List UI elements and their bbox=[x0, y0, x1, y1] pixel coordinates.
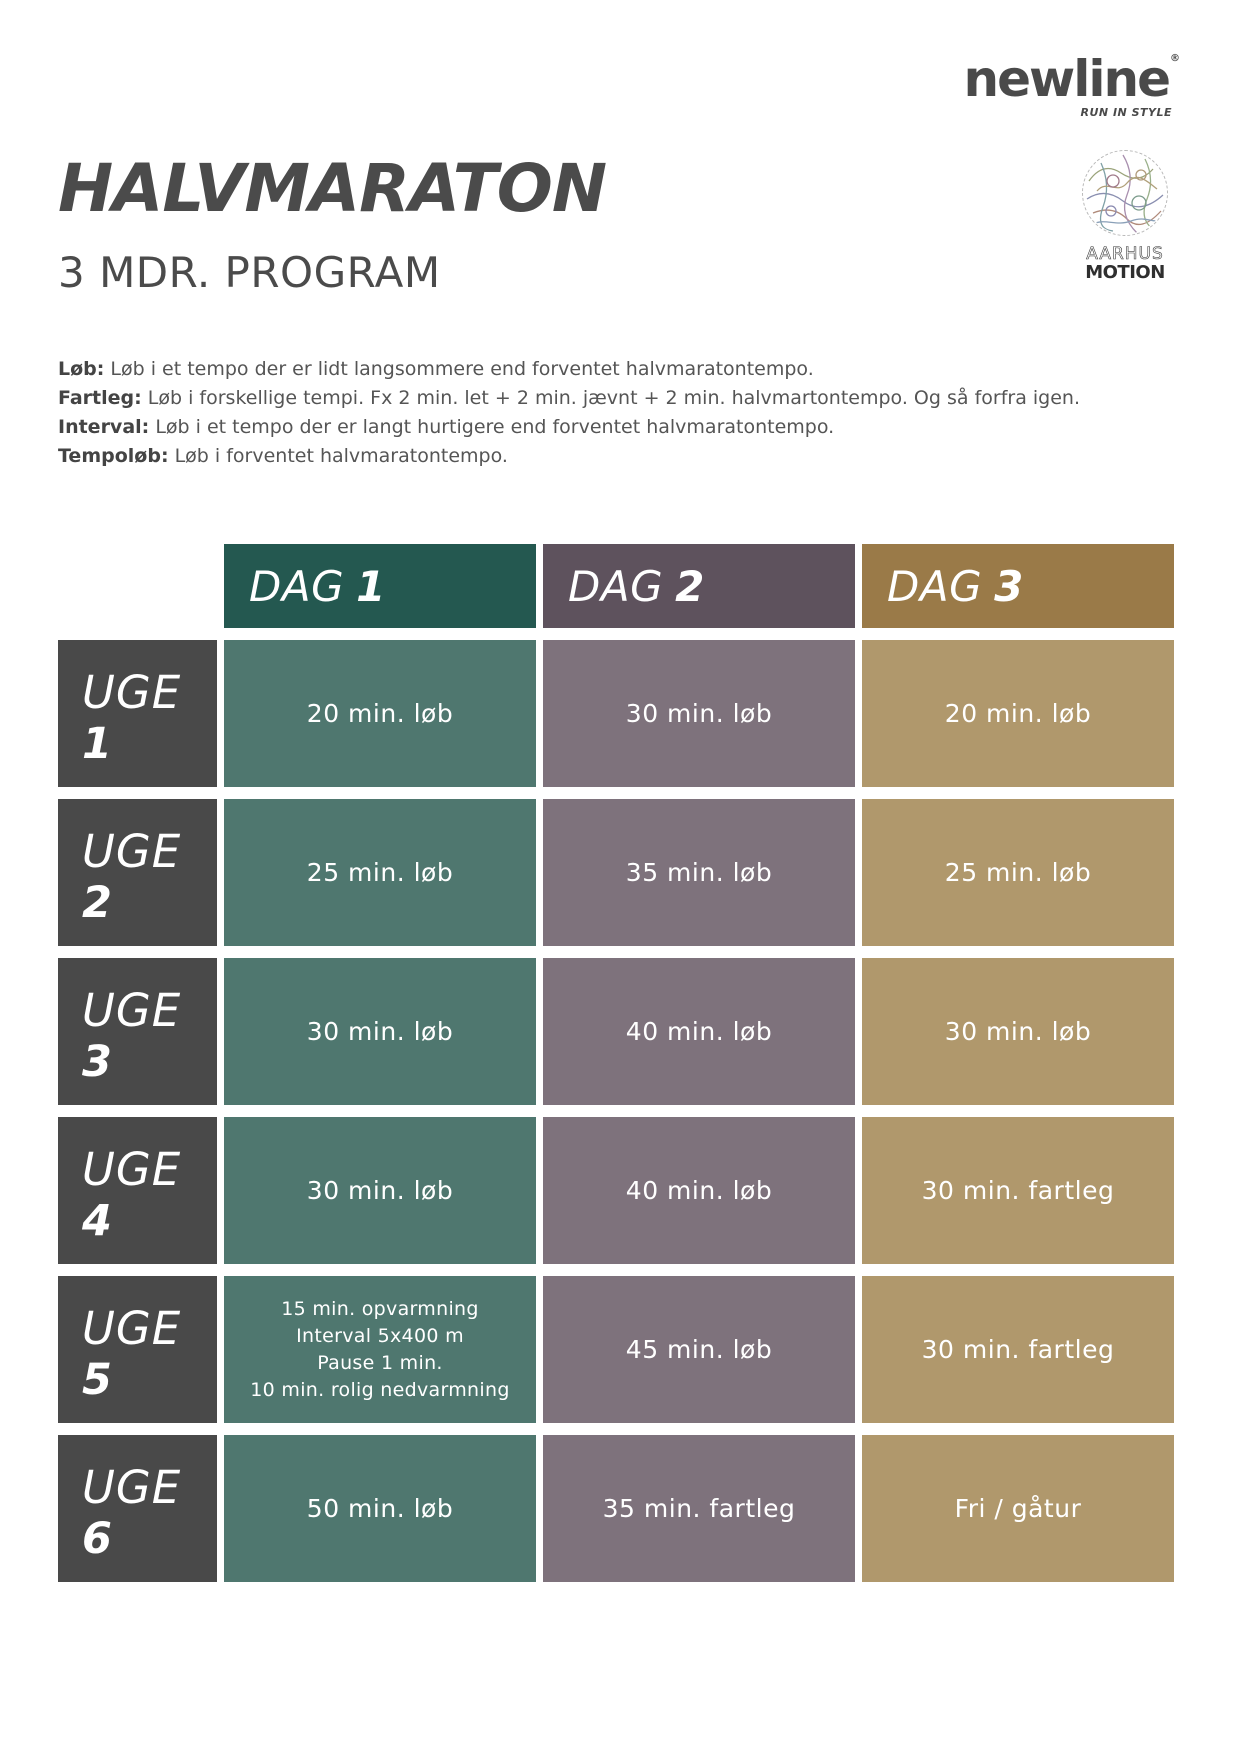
partner-logo bbox=[1070, 150, 1180, 282]
workout-cell bbox=[224, 1117, 536, 1264]
week-header-word: UGE bbox=[82, 666, 182, 719]
week-header-word: UGE bbox=[82, 1461, 182, 1514]
workout-text: 25 min. løb bbox=[944, 858, 1092, 887]
workout-text: 30 min. løb bbox=[306, 1176, 454, 1205]
week-header-word: UGE bbox=[82, 1302, 182, 1355]
brand-name: newline bbox=[963, 50, 1169, 108]
legend-term: Fartleg: bbox=[58, 387, 142, 409]
week-header-4 bbox=[58, 1117, 217, 1264]
week-header-6 bbox=[58, 1435, 217, 1582]
workout-text: 20 min. løb bbox=[306, 699, 454, 728]
day-header-word: DAG bbox=[568, 561, 664, 611]
table-corner bbox=[58, 544, 217, 628]
day-header-number: 3 bbox=[994, 561, 1024, 611]
legend-term: Interval: bbox=[58, 416, 150, 438]
day-header-word: DAG bbox=[249, 561, 345, 611]
workout-cell bbox=[224, 1435, 536, 1582]
workout-text: 20 min. løb bbox=[944, 699, 1092, 728]
workout-text: 30 min. fartleg bbox=[921, 1176, 1115, 1205]
partner-name-bottom: MOTION bbox=[1085, 262, 1165, 283]
day-header-word: DAG bbox=[887, 561, 983, 611]
workout-text: 40 min. løb bbox=[625, 1176, 773, 1205]
brand-logo bbox=[963, 50, 1178, 119]
day-header-1 bbox=[224, 544, 536, 628]
workout-text: Interval 5x400 m bbox=[296, 1324, 464, 1347]
day-header-number: 1 bbox=[356, 561, 386, 611]
workout-cell bbox=[543, 1435, 855, 1582]
brand-tagline: RUN IN STYLE bbox=[1080, 106, 1172, 119]
workout-cell bbox=[543, 958, 855, 1105]
legend-text: Løb i et tempo der er lidt langsommere end forventet halvmaratontempo. bbox=[110, 358, 814, 380]
workout-text: 30 min. fartleg bbox=[921, 1335, 1115, 1364]
workout-text: 30 min. løb bbox=[306, 1017, 454, 1046]
workout-text: 35 min. løb bbox=[625, 858, 773, 887]
week-header-number: 4 bbox=[82, 1196, 112, 1246]
workout-text: 30 min. løb bbox=[944, 1017, 1092, 1046]
workout-cell bbox=[862, 958, 1174, 1105]
workout-text: 15 min. opvarmning bbox=[281, 1297, 479, 1320]
week-header-word: UGE bbox=[82, 825, 182, 878]
week-header-word: UGE bbox=[82, 1143, 182, 1196]
legend-item bbox=[58, 355, 1198, 384]
day-header-3 bbox=[862, 544, 1174, 628]
workout-text: 50 min. løb bbox=[306, 1494, 454, 1523]
workout-cell bbox=[862, 1276, 1174, 1423]
week-header-number: 6 bbox=[82, 1514, 112, 1564]
workout-cell bbox=[543, 1117, 855, 1264]
workout-cell bbox=[543, 1276, 855, 1423]
workout-text: 30 min. løb bbox=[625, 699, 773, 728]
schedule-table bbox=[58, 544, 1174, 1582]
workout-cell bbox=[224, 1276, 536, 1423]
week-header-3 bbox=[58, 958, 217, 1105]
week-header-number: 1 bbox=[82, 719, 112, 769]
workout-cell bbox=[224, 799, 536, 946]
workout-cell bbox=[224, 958, 536, 1105]
legend-term: Tempoløb: bbox=[58, 445, 169, 467]
week-header-2 bbox=[58, 799, 217, 946]
week-header-number: 5 bbox=[82, 1355, 112, 1405]
legend-item bbox=[58, 384, 1198, 413]
workout-cell bbox=[862, 1117, 1174, 1264]
workout-cell bbox=[224, 640, 536, 787]
workout-text: Pause 1 min. bbox=[317, 1351, 443, 1374]
day-header-number: 2 bbox=[675, 561, 705, 611]
day-header-2 bbox=[543, 544, 855, 628]
workout-cell bbox=[862, 1435, 1174, 1582]
brand-registered-mark: ® bbox=[1170, 53, 1178, 64]
workout-text: 10 min. rolig nedvarmning bbox=[250, 1378, 510, 1401]
page-title: HALVMARATON bbox=[58, 150, 607, 227]
week-header-number: 3 bbox=[82, 1037, 112, 1087]
legend-text: Løb i forskellige tempi. Fx 2 min. let + 2 min. jævnt + 2 min. halvmartontempo. Og så forfra igen. bbox=[147, 387, 1080, 409]
week-header-1 bbox=[58, 640, 217, 787]
week-header-5 bbox=[58, 1276, 217, 1423]
workout-cell bbox=[862, 799, 1174, 946]
workout-text: 25 min. løb bbox=[306, 858, 454, 887]
week-header-number: 2 bbox=[82, 878, 112, 928]
page-subtitle: 3 MDR. PROGRAM bbox=[58, 248, 441, 297]
week-header-word: UGE bbox=[82, 984, 182, 1037]
legend-item bbox=[58, 413, 1198, 442]
legend-item bbox=[58, 442, 1198, 471]
workout-text: 45 min. løb bbox=[625, 1335, 773, 1364]
partner-name-top: AARHUS bbox=[1086, 244, 1164, 264]
workout-cell bbox=[862, 640, 1174, 787]
workout-cell bbox=[543, 640, 855, 787]
legend bbox=[58, 355, 1198, 471]
workout-text: 35 min. fartleg bbox=[602, 1494, 796, 1523]
legend-term: Løb: bbox=[58, 358, 105, 380]
workout-text: Fri / gåtur bbox=[954, 1494, 1082, 1523]
workout-text: 40 min. løb bbox=[625, 1017, 773, 1046]
legend-text: Løb i forventet halvmaratontempo. bbox=[174, 445, 508, 467]
legend-text: Løb i et tempo der er langt hurtigere end forventet halvmaratontempo. bbox=[155, 416, 835, 438]
workout-cell bbox=[543, 799, 855, 946]
globe-icon bbox=[1082, 150, 1168, 236]
